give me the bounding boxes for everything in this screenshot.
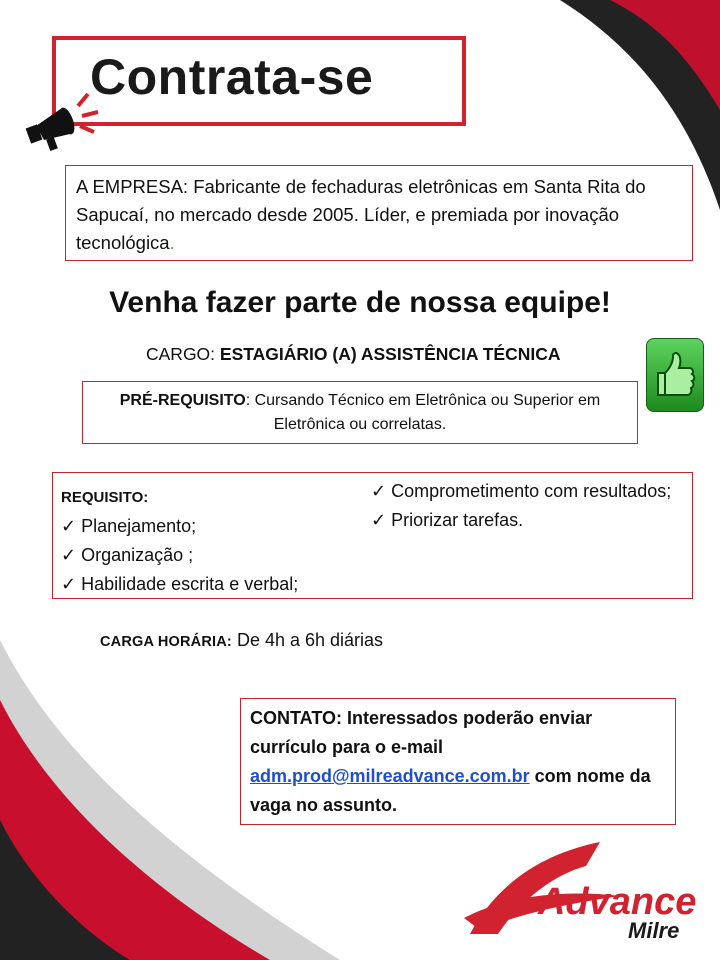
advance-milre-logo xyxy=(460,838,710,948)
contact-email-link[interactable]: adm.prod@milreadvance.com.br xyxy=(250,766,530,786)
contact-text-after: com nome da vaga no assunto. xyxy=(250,766,651,815)
requirement-item: ✓ Comprometimento com resultados; xyxy=(371,481,672,501)
check-icon: ✓ xyxy=(61,574,77,594)
prerequisite-label: PRÉ-REQUISITO xyxy=(119,392,246,409)
workload-value: De 4h a 6h diárias xyxy=(231,630,384,650)
job-position-label: CARGO: xyxy=(146,344,220,364)
slogan: Venha fazer parte de nossa equipe! xyxy=(109,286,611,319)
contact-box xyxy=(240,698,676,825)
prerequisite-box xyxy=(82,381,638,444)
company-description xyxy=(65,165,693,261)
check-icon: ✓ xyxy=(371,481,387,501)
requirement-item: ✓ Planejamento; xyxy=(61,516,197,536)
company-trailing: . xyxy=(169,232,175,253)
page-title: Contrata-se xyxy=(90,49,374,105)
check-icon: ✓ xyxy=(61,545,77,565)
workload-label: CARGA HORÁRIA: xyxy=(100,634,232,650)
company-text: A EMPRESA: Fabricante de fechaduras eletrônicas em Santa Rita do Sapucaí, no mercado desde 2005. Líder, e premiada por inovação tecnológica xyxy=(76,176,646,253)
requirement-item: ✓ Organização ; xyxy=(61,545,194,565)
requirements-column-1 xyxy=(61,483,361,599)
thumbs-up-icon xyxy=(646,338,704,412)
contact-text: CONTATO: Interessados poderão enviar currículo para o e-mail xyxy=(250,708,593,757)
requirements-label: REQUISITO: xyxy=(61,489,149,506)
check-icon: ✓ xyxy=(61,516,77,536)
logo-sub-text: Milre xyxy=(628,918,680,943)
job-position xyxy=(146,344,561,365)
check-icon: ✓ xyxy=(371,510,387,530)
prerequisite-text: : Cursando Técnico em Eletrônica ou Superior em Eletrônica ou correlatas. xyxy=(245,392,601,433)
logo-main-text: Advance xyxy=(538,881,697,923)
workload xyxy=(100,630,383,651)
requirement-item: ✓ Priorizar tarefas. xyxy=(371,510,524,530)
requirements-box xyxy=(52,472,693,599)
requirement-item: ✓ Habilidade escrita e verbal; xyxy=(61,574,299,594)
megaphone-icon xyxy=(22,86,104,152)
requirements-column-2 xyxy=(371,477,681,535)
job-position-value: ESTAGIÁRIO (A) ASSISTÊNCIA TÉCNICA xyxy=(219,344,561,364)
